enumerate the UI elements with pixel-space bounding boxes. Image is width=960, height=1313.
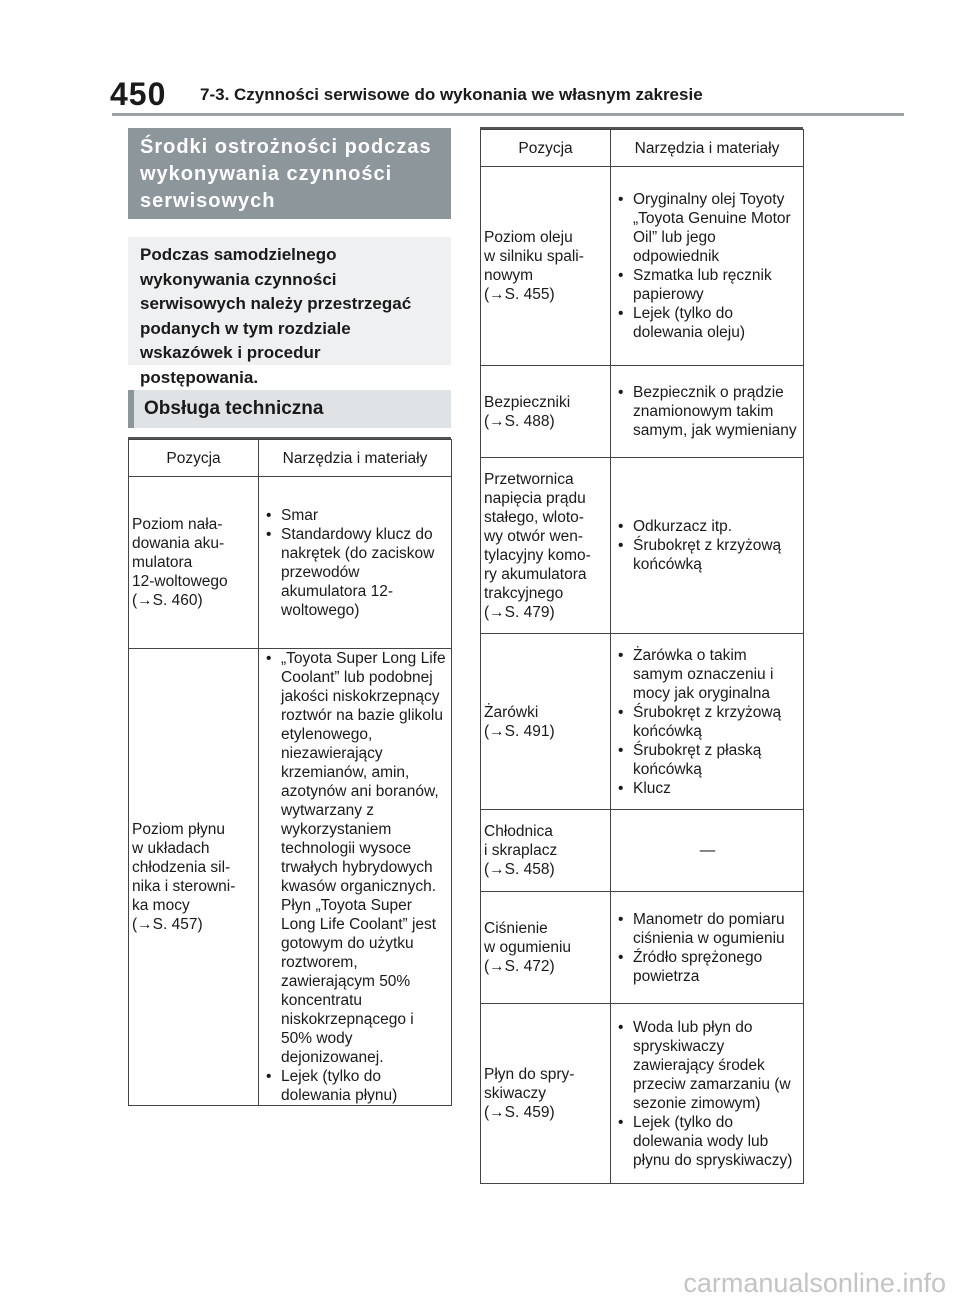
tool-item: • Odkurzacz itp. [615, 517, 800, 536]
position-cell: Chłodnica i skraplacz (→S. 458) [481, 810, 611, 892]
tool-item: • Woda lub płyn do spryskiwaczy zawierający środek przeciw zamarzaniu (w sezonie zimowym) [615, 1018, 800, 1113]
tools-cell [611, 634, 804, 810]
maintenance-title: Obsługa techniczna [128, 390, 451, 428]
tools-cell [611, 458, 804, 634]
tool-item: • Źródło sprężonego powietrza [615, 948, 800, 986]
tool-item: • Lejek (tylko do dolewania płynu) [263, 1067, 448, 1105]
table-row [481, 366, 804, 458]
tool-item: • Bezpiecznik o prądzie znamionowym takim samym, jak wymieniany [615, 383, 800, 440]
table-row [481, 892, 804, 1004]
tools-cell [259, 477, 452, 649]
tool-item: • Żarówka o takim samym oznaczeniu i mocy jak oryginalna [615, 646, 800, 703]
tools-list [263, 649, 448, 1105]
column-header-tools: Narzędzia i materiały [259, 440, 452, 477]
tool-item: • Smar [263, 506, 448, 525]
position-cell: Przetwornica napięcia prądu stałego, wloto- wy otwór wen- tylacyjny komo- ry akumulatora trakcyjnego (→S. 479) [481, 458, 611, 634]
table-row [129, 649, 452, 1106]
maintenance-table-left [128, 439, 452, 1106]
tool-item: • Śrubokręt z krzyżową końcówką [615, 703, 800, 741]
table-row [481, 1004, 804, 1184]
column-header-position: Pozycja [129, 440, 259, 477]
tool-item: • Lejek (tylko do dolewania oleju) [615, 304, 800, 342]
position-cell: Poziom płynu w układach chłodzenia sil- nika i sterowni- ka mocy (→S. 457) [129, 649, 259, 1106]
tool-item: • Klucz [615, 779, 800, 798]
tools-cell [611, 1004, 804, 1184]
watermark: carmanualsonline.info [683, 1268, 946, 1298]
table-row [481, 458, 804, 634]
table-row [129, 477, 452, 649]
tools-list [615, 910, 800, 986]
tools-cell [611, 892, 804, 1004]
tools-list [615, 1018, 800, 1170]
precautions-intro: Podczas samodzielnego wykonywania czynności serwisowych należy przestrzegać podanych w tym rozdziale wskazówek i procedur postępowania. [128, 237, 451, 365]
tool-item: • Standardowy klucz do nakrętek (do zaciskow przewodów akumulatora 12-woltowego) [263, 525, 448, 620]
maintenance-table-right [480, 129, 804, 1184]
table-header-row [129, 440, 452, 477]
tool-item: • Śrubokręt z krzyżową końcówką [615, 536, 800, 574]
table-header-row [481, 130, 804, 167]
table-row [481, 167, 804, 366]
tools-list [615, 646, 800, 798]
position-cell: Żarówki (→S. 491) [481, 634, 611, 810]
table-row [481, 634, 804, 810]
tool-item: • Śrubokręt z płaską końcówką [615, 741, 800, 779]
position-cell: Bezpieczniki (→S. 488) [481, 366, 611, 458]
tool-item: • Szmatka lub ręcznik papierowy [615, 266, 800, 304]
table-row [481, 810, 804, 892]
header-divider [112, 113, 904, 116]
position-cell: Poziom nała- dowania aku- mulatora 12-woltowego (→S. 460) [129, 477, 259, 649]
position-cell: Płyn do spry- skiwaczy (→S. 459) [481, 1004, 611, 1184]
tools-cell [611, 366, 804, 458]
tools-list [615, 190, 800, 342]
tool-item: • Lejek (tylko do dolewania wody lub płynu do spryskiwaczy) [615, 1113, 800, 1170]
tool-item: • Manometr do pomiaru ciśnienia w ogumieniu [615, 910, 800, 948]
column-header-position: Pozycja [481, 130, 611, 167]
tool-item: • Oryginalny olej Toyoty „Toyota Genuine Motor Oil” lub jego odpowiednik [615, 190, 800, 266]
position-cell: Ciśnienie w ogumieniu (→S. 472) [481, 892, 611, 1004]
position-cell: Poziom oleju w silniku spali- nowym (→S. 455) [481, 167, 611, 366]
column-header-tools: Narzędzia i materiały [611, 130, 804, 167]
tools-cell [611, 167, 804, 366]
tools-list [615, 517, 800, 574]
tools-cell: — [611, 810, 804, 892]
tools-cell [259, 649, 452, 1106]
tool-item: • „Toyota Super Long Life Coolant” lub podobnej jakości niskokrzepnący roztwór na bazie glikolu etylenowego, niezawierający krzemianów, amin, azotynów ani boranów, wytwarzany z wykorzystaniem technologii wysoce trwałych hybrydowych kwasów organicznych. Płyn „Toyota Super Long Life Coolant” jest gotowym do użytku roztworem, zawierającym 50% koncentratu niskokrzepnącego i 50% wody dejonizowanej. [263, 649, 448, 1067]
page-number: 450 [110, 76, 167, 112]
chapter-title: 7-3. Czynności serwisowe do wykonania we własnym zakresie [200, 85, 703, 104]
precautions-title: Środki ostrożności podczas wykonywania czynności serwisowych [128, 128, 451, 219]
tools-list [263, 506, 448, 620]
tools-list [615, 383, 800, 440]
